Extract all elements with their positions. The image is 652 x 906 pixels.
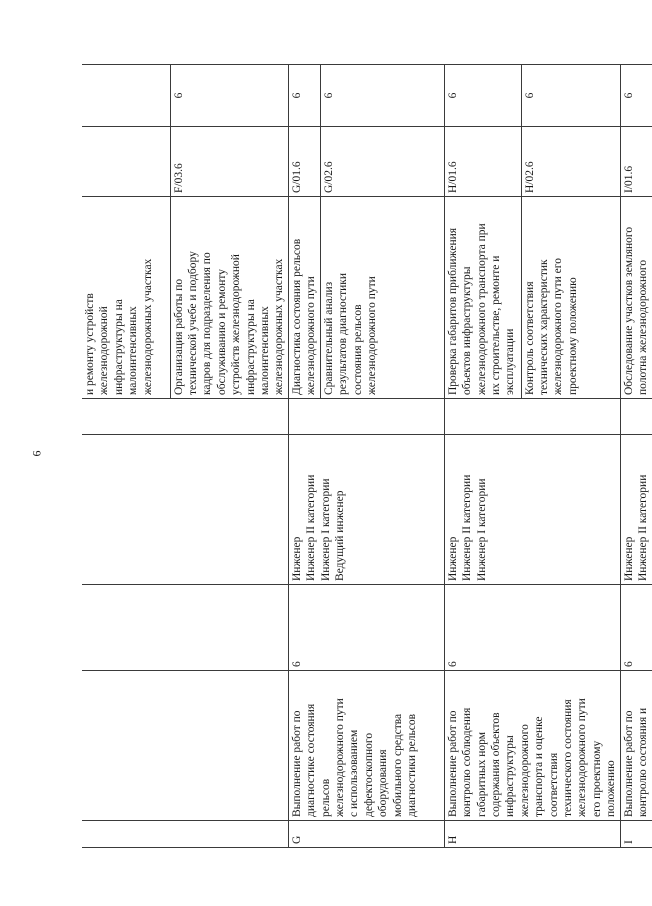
empty-cell [620, 399, 652, 435]
labor-function-text: Проверка габаритов приближения объектов инфраструктуры железнодорожного транспорта при их строительстве, ремонте и эксплуатации [444, 197, 521, 399]
labor-function-level: 6 [288, 65, 320, 127]
labor-function-level: 6 [320, 65, 444, 127]
table-row [444, 65, 521, 848]
function-title-cell [82, 671, 288, 821]
table-row [620, 65, 652, 848]
level-cell: 6 [288, 585, 444, 671]
labor-function-code: H/02.6 [521, 127, 620, 197]
labor-function-text: и ремонту устройств железнодорожной инфраструктуры на малоинтенсивных железнодорожных участках [82, 197, 170, 399]
level-cell [82, 585, 288, 671]
level-cell: 6 [444, 585, 620, 671]
level-cell: 6 [620, 585, 652, 671]
labor-function-code: G/01.6 [288, 127, 320, 197]
labor-function-code: F/03.6 [170, 127, 288, 197]
labor-function-text: Организация работы по технической учебе и подбору кадров для подразделения по обслуживанию и ремонту устройств железнодорожной инфраструктуры на малоинтенсивных железнодорожных участках [170, 197, 288, 399]
page-number: 6 [29, 450, 44, 457]
code-cell: H [444, 821, 620, 848]
labor-function-text: Обследование участков земляного полотна железнодорожного [620, 197, 652, 399]
labor-function-level: 6 [444, 65, 521, 127]
labor-function-code: I/01.6 [620, 127, 652, 197]
qualification-table [82, 64, 652, 848]
empty-cell [288, 399, 444, 435]
positions-cell [82, 435, 288, 585]
table-row [82, 65, 170, 848]
positions-cell: Инженер Инженер II категории [620, 435, 652, 585]
labor-function-code: G/02.6 [320, 127, 444, 197]
labor-function-code: H/01.6 [444, 127, 521, 197]
labor-function-text: Сравнительный анализ результатов диагностики состояния рельсов железнодорожного пути [320, 197, 444, 399]
code-cell: I [620, 821, 652, 848]
labor-function-text: Диагностика состояния рельсов железнодорожного пути [288, 197, 320, 399]
function-title-cell: Выполнение работ по контролю соблюдения габаритных норм содержания объектов инфраструктуры железнодорожного транспорта и оценке соответствия технического состояния железнодорожного пути его проектному положению [444, 671, 620, 821]
rotated-table-frame [82, 65, 650, 848]
code-cell: G [288, 821, 444, 848]
labor-function-level: 6 [170, 65, 288, 127]
labor-function-level: 6 [620, 65, 652, 127]
positions-cell: Инженер Инженер II категории Инженер I категории [444, 435, 620, 585]
positions-cell: Инженер Инженер II категории Инженер I категории Ведущий инженер [288, 435, 444, 585]
empty-cell [82, 399, 288, 435]
function-title-cell: Выполнение работ по контролю состояния и [620, 671, 652, 821]
table-row [288, 65, 320, 848]
labor-function-code [82, 127, 170, 197]
labor-function-text: Контроль соответствия технических характеристик железнодорожного пути его проектному положению [521, 197, 620, 399]
function-title-cell: Выполнение работ по диагностике состояния рельсов железнодорожного пути с использованием дефектоскопного оборудования мобильного средства диагностики рельсов [288, 671, 444, 821]
empty-cell [444, 399, 620, 435]
labor-function-level [82, 65, 170, 127]
labor-function-level: 6 [521, 65, 620, 127]
code-cell [82, 821, 288, 848]
